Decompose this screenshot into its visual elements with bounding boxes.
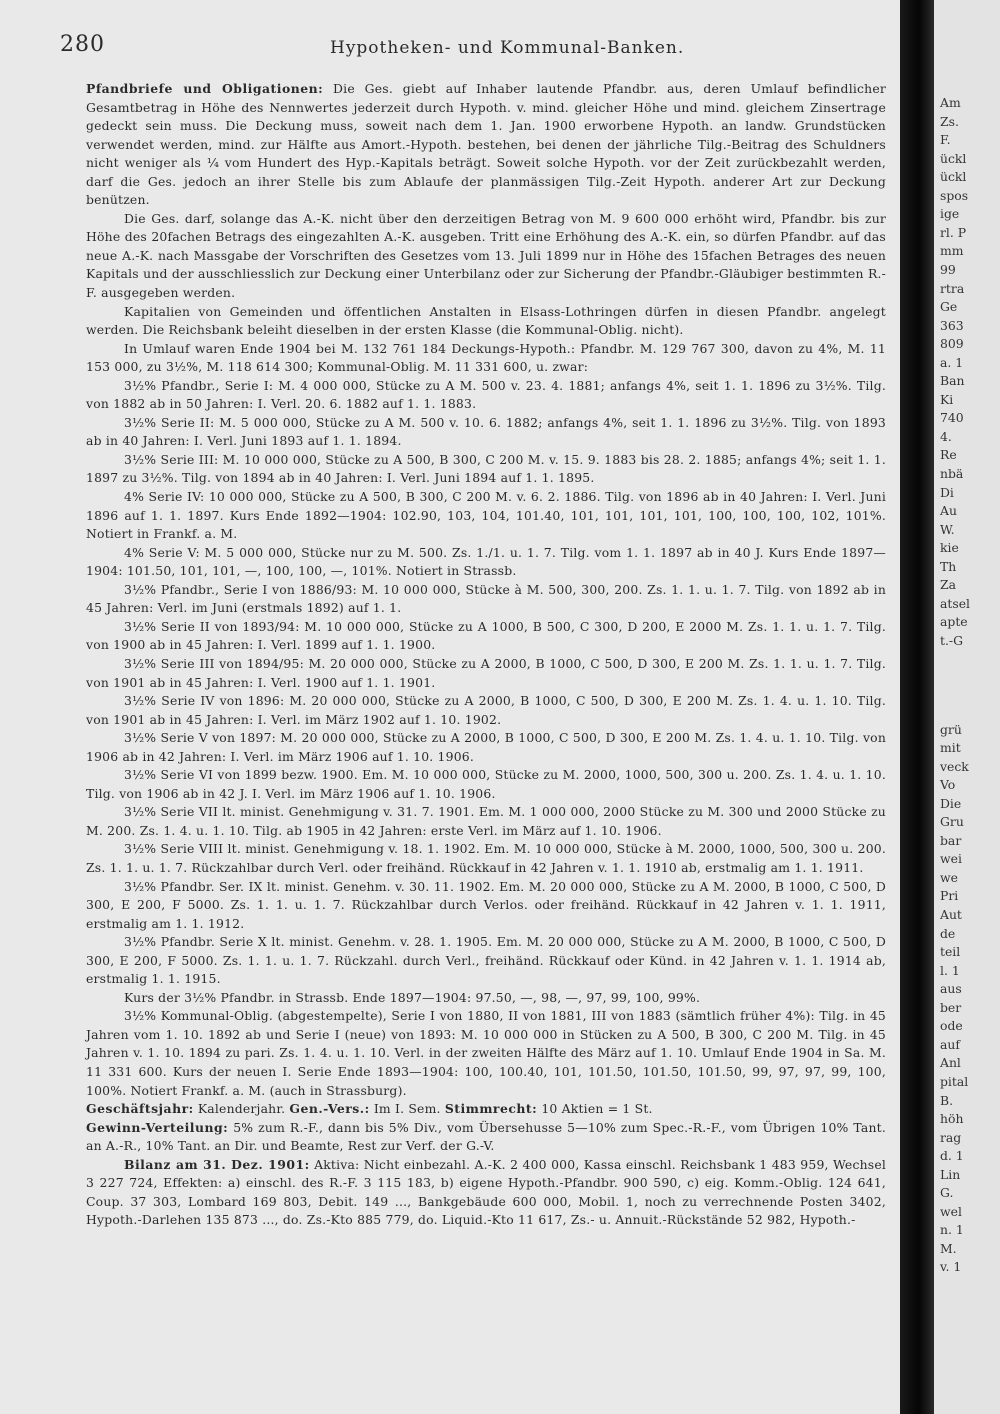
adjacent-page-fragment: Za — [940, 577, 956, 593]
adjacent-page-fragment: 363 — [940, 317, 964, 333]
adjacent-page-fragment: ber — [940, 999, 962, 1015]
adjacent-page-fragment: Ki — [940, 391, 954, 407]
adjacent-page-fragment: rtra — [940, 280, 965, 296]
adjacent-page-fragment: Ge — [940, 299, 958, 315]
paragraph: In Umlauf waren Ende 1904 bei M. 132 761 184 Deckungs-Hypoth.: Pfandbr. M. 129 767 300, davon zu 4%, M. 11 153 000, zu 3½%, M. 118 614 300; Kommunal-Oblig. M. 11 331 600, u. zwar: — [86, 340, 886, 375]
running-head: Hypotheken- und Kommunal-Banken. — [330, 38, 685, 58]
adjacent-page-fragment: veck — [940, 758, 969, 774]
adjacent-page-fragment: ückl — [940, 150, 967, 166]
adjacent-page-fragment: wei — [940, 851, 962, 867]
adjacent-page-fragment: Anl — [940, 1055, 961, 1071]
adjacent-page-fragment: 99 — [940, 261, 956, 277]
paragraph: 3½% Serie III von 1894/95: M. 20 000 000, Stücke zu A 2000, B 1000, C 500, D 300, E 200 M. Zs. 1. 1. u. 1. 7. Tilg. von 1901 ab in 45 Jahren: I. Verl. 1900 auf 1. 1. 1901. — [86, 655, 886, 690]
paragraph: 3½% Serie II von 1893/94: M. 10 000 000, Stücke zu A 1000, B 500, C 300, D 200, E 2000 M. Zs. 1. 1. u. 1. 7. Tilg. von 1900 ab in 45 Jahren: I. Verl. 1899 auf 1. 1. 1900. — [86, 618, 886, 653]
adjacent-page-fragment: Vo — [940, 777, 956, 793]
adjacent-page-fragment: 809 — [940, 336, 964, 352]
adjacent-page-fragment: Lin — [940, 1166, 961, 1182]
adjacent-page-edge — [934, 0, 1000, 1414]
gen-vers-label: Gen.-Vers.: — [289, 1101, 370, 1117]
bilanz-aktiva-label: Aktiva: — [314, 1156, 360, 1172]
paragraph: Die Ges. darf, solange das A.-K. nicht über den derzeitigen Betrag von M. 9 600 000 erhöht wird, Pfandbr. bis zur Höhe des 20fachen Betrags des eingezahlten A.-K. ausgeben. Tritt eine Erhöhung des A.-K. ein, so dürfen Pfandbr. auf das neue A.-K. nach Massgabe der Vorschriften des Gesetzes vom 13. Juli 1899 nur in Höhe des 15fachen Betrages des neuen Kapitals und der ausschliesslich zur Deckung einer Unterbilanz oder zur Sicherung der Pfandbr.-Gläubiger bestimmten R.-F. ausgegeben werden. — [86, 210, 886, 301]
paragraph: 3½% Serie III: M. 10 000 000, Stücke zu A 500, B 300, C 200 M. v. 15. 9. 1883 bis 28. 2. 1885; anfangs 4%; seit 1. 1. 1897 zu 3½%. Tilg. von 1894 ab in 40 Jahren: I. Verl. Juni 1894 auf 1. 1. 1895. — [86, 451, 886, 486]
adjacent-page-fragment: mit — [940, 740, 961, 756]
adjacent-page-fragment: Au — [940, 503, 957, 519]
adjacent-page-fragment: Am — [940, 95, 961, 110]
adjacent-page-fragment: Di — [940, 484, 954, 500]
adjacent-page-fragment: ode — [940, 1018, 963, 1034]
adjacent-page-fragment: wel — [940, 1203, 962, 1219]
adjacent-page-fragment: t.-G — [940, 632, 964, 648]
page-number: 280 — [60, 32, 105, 57]
adjacent-page-fragment: kie — [940, 540, 959, 556]
adjacent-page-fragment: teil — [940, 944, 961, 960]
adjacent-page-fragment: grü — [940, 721, 962, 737]
paragraph: Kurs der 3½% Pfandbr. in Strassb. Ende 1897—1904: 97.50, —, 98, —, 97, 99, 100, 99%. — [124, 989, 701, 1005]
adjacent-page-fragment: v. 1 — [940, 1259, 962, 1275]
adjacent-page-fragment: n. 1 — [940, 1222, 964, 1238]
paragraph: 3½% Kommunal-Oblig. (abgestempelte), Serie I von 1880, II von 1881, III von 1883 (sämtlich früher 4%): Tilg. in 45 Jahren vom 1. 10. 1892 ab und Serie I (neue) von 1893: M. 10 000 000 in Stücken zu A 500, B 300, C 200 M. Tilg. in 45 Jahren v. 1. 10. 1894 zu pari. Zs. 1. 4. u. 1. 10. Verl. in der zweiten Hälfte des März auf 1. 10. Umlauf Ende 1904 in Sa. M. 11 331 600. Kurs der neuen I. Serie Ende 1893—1904: 100, 100.40, 101, 101.50, 101.50, 101.50, 99, 97, 97, 99, 100, 100%. Notiert Frankf. a. M. (auch in Strassburg). — [86, 1008, 886, 1098]
adjacent-page-fragment: spos — [940, 187, 969, 203]
paragraph: 3½% Serie IV von 1896: M. 20 000 000, Stücke zu A 2000, B 1000, C 500, D 300, E 200 M. Zs. 1. 4. u. 1. 10. Tilg. von 1901 ab in 45 Jahren: I. Verl. im März 1902 auf 1. 10. 1902. — [86, 693, 886, 727]
adjacent-page-fragment: Gru — [940, 814, 964, 830]
paragraph: Kapitalien von Gemeinden und öffentlichen Anstalten in Elsass-Lothringen dürfen in diesen Pfandbr. angelegt werden. Die Reichsbank beleiht dieselben in der ersten Klasse (die Kommunal-Oblig. nicht). — [86, 303, 886, 338]
stimmrecht-label: Stimmrecht: — [444, 1101, 538, 1117]
adjacent-page-fragment: atsel — [940, 595, 971, 611]
adjacent-page-fragment: Ban — [940, 373, 965, 389]
paragraph: 3½% Serie II: M. 5 000 000, Stücke zu A M. 500 v. 10. 6. 1882; anfangs 4%, seit 1. 1. 1896 zu 3½%. Tilg. von 1893 ab in 40 Jahren: I. Verl. Juni 1893 auf 1. 1. 1894. — [86, 414, 886, 449]
adjacent-page-fragment: apte — [940, 614, 968, 630]
adjacent-page-fragment: mm — [940, 243, 964, 259]
adjacent-page-fragment: ückl — [940, 169, 967, 185]
adjacent-page-fragment: B. — [940, 1092, 954, 1108]
adjacent-page-fragment: we — [940, 869, 958, 885]
adjacent-page-fragment: l. 1 — [940, 962, 960, 978]
adjacent-page-fragment: d. 1 — [940, 1148, 964, 1164]
paragraph: 3½% Pfandbr., Serie I von 1886/93: M. 10 000 000, Stücke à M. 500, 300, 200. Zs. 1. 1. u. 1. 7. Tilg. von 1892 ab in 45 Jahren: Verl. im Juni (erstmals 1892) auf 1. 1. — [86, 581, 886, 616]
adjacent-page-fragment: aus — [940, 981, 962, 997]
adjacent-page-fragment: M. — [940, 1240, 957, 1256]
paragraph: 3½% Pfandbr. Serie X lt. minist. Genehm. v. 28. 1. 1905. Em. M. 20 000 000, Stücke zu A M. 2000, B 1000, C 500, D 300, E 200, F 5000. Zs. 1. 1. u. 1. 7. Rückzahl. durch Verl., freihänd. Rückkauf oder Künd. in 42 Jahren v. 1. 1. 1914 ab, erstmalig 1. 1. 1915. — [86, 934, 886, 987]
adjacent-page-fragment: Re — [940, 447, 957, 463]
paragraph: 4% Serie IV: 10 000 000, Stücke zu A 500, B 300, C 200 M. v. 6. 2. 1886. Tilg. von 1896 ab in 40 Jahren: I. Verl. Juni 1896 auf 1. 1. 1897. Kurs Ende 1892—1904: 102.90, 103, 104, 101.40, 101, 101, 101, 101, 100, 100, 100, 102, 101%. Notiert in Frankf. a. M. — [86, 489, 886, 542]
adjacent-page-fragment: rl. P — [940, 224, 967, 240]
paragraph: 4% Serie V: M. 5 000 000, Stücke nur zu M. 500. Zs. 1./1. u. 1. 7. Tilg. vom 1. 1. 1897 ab in 40 J. Kurs Ende 1897—1904: 101.50, 101, 101, —, 100, 100, —, 101%. Notiert in Strassb. — [86, 544, 886, 579]
adjacent-page-fragment: höh — [940, 1111, 964, 1127]
adjacent-page-fragment: F. — [940, 132, 951, 148]
adjacent-page-fragment: Die — [940, 795, 962, 811]
adjacent-page-fragment: a. 1 — [940, 354, 964, 370]
adjacent-page-fragment: auf — [940, 1036, 960, 1052]
adjacent-page-fragment: rag — [940, 1129, 962, 1145]
bilanz: Bilanz am 31. Dez. 1901: Aktiva: Nicht einbezahl. A.-K. 2 400 000, Kassa einschl. Reichsbank 1 483 959, Wechsel 3 227 724, Effekten: a) einschl. des R.-F. 3 115 183, b) eigene Hypoth.-Pfandbr. 900 590, c) eig. Komm.-Oblig. 124 641, Coup. 37 303, Lombard 169 803, Debit. 149 ..., Bankgebäude 600 000, Mobil. 1, noch zu verrechnende Posten 3402, Hypoth.-Darlehen 135 873 ..., do. Zs.-Kto 885 779, do. Liquid.-Kto 11 617, Zs.- u. Annuit.-Rückstände 52 982, Hypoth.- — [86, 1156, 887, 1228]
paragraph: 3½% Serie VII lt. minist. Genehmigung v. 31. 7. 1901. Em. M. 1 000 000, 2000 Stücke zu M. 300 und 2000 Stücke zu M. 200. Zs. 1. 4. u. 1. 10. Tilg. ab 1905 in 42 Jahren: erste Verl. im März auf 1. 10. 1906. — [86, 804, 886, 838]
paragraph-intro: Pfandbriefe und Obligationen: Die Ges. giebt auf Inhaber lautende Pfandbr. aus, deren Umlauf befindlicher Gesamtbetrag in Höhe des Nennwertes jederzeit durch Hypoth. v. mind. gleicher Höhe und mind. gleichem Zinsertrage gedeckt sein muss. Die Deckung muss, soweit nach dem 1. Jan. 1900 erworbene Hypoth. an landw. Grundstücken verwendet werden, mind. zur Hälfte aus Amort.-Hypoth. bestehen, bei denen der jährliche Tilg.-Beitrag des Schuldners nicht weniger als ¼ vom Hundert des Hyp.-Kapitals beträgt. Soweit solche Hypoth. vor der Zeit zurückbezahlt werden, darf die Ges. jedoch an ihrer Stelle bis zum Ablaufe der planmässigen Tilg.-Zeit Hypoth. anderer Art zur Deckung benützen. — [86, 81, 886, 208]
paragraph: 3½% Serie VI von 1899 bezw. 1900. Em. M. 10 000 000, Stücke zu M. 2000, 1000, 500, 300 u. 200. Zs. 1. 4. u. 1. 10. Tilg. von 1906 ab in 42 J. I. Verl. im März 1906 auf 1. 10. 1906. — [86, 767, 886, 801]
body-text — [86, 80, 886, 1230]
paragraph: 3½% Pfandbr. Ser. IX lt. minist. Genehm. v. 30. 11. 1902. Em. M. 20 000 000, Stücke zu A M. 2000, B 1000, C 500, D 300, E 200, F 5000. Zs. 1. 1. u. 1. 7. Rückzahlbar durch Verlos. oder freihänd. Rückkauf in 42 Jahren v. 1. 1. 1911, erstmalig am 1. 1. 1912. — [86, 878, 886, 931]
book-gutter — [900, 0, 934, 1414]
adjacent-page-fragment: G. — [940, 1185, 954, 1201]
adjacent-page-fragment: 740 — [940, 410, 964, 426]
paragraph: 3½% Serie V von 1897: M. 20 000 000, Stücke zu A 2000, B 1000, C 500, D 300, E 200 M. Zs. 1. 4. u. 1. 10. Tilg. von 1906 ab in 42 Jahren: I. Verl. im März 1906 auf 1. 10. 1906. — [86, 730, 886, 764]
adjacent-page-fragment: pital — [940, 1073, 969, 1089]
adjacent-page-fragment: Aut — [940, 907, 962, 922]
adjacent-page-fragment: de — [940, 925, 956, 941]
section-title: Pfandbriefe und Obligationen: — [86, 81, 324, 96]
gewinn-label: Gewinn-Verteilung: — [86, 1119, 229, 1135]
paragraph: 3½% Pfandbr., Serie I: M. 4 000 000, Stücke zu A M. 500 v. 23. 4. 1881; anfangs 4%, seit 1. 1. 1896 zu 3½%. Tilg. von 1882 ab in 50 Jahren: I. Verl. 20. 6. 1882 auf 1. 1. 1883. — [86, 377, 886, 412]
adjacent-page-fragment: W. — [940, 521, 955, 537]
paragraph: 3½% Serie VIII lt. minist. Genehmigung v. 18. 1. 1902. Em. M. 10 000 000, Stücke à M. 2000, 1000, 500, 300 u. 200. Zs. 1. 1. u. 1. 7. Rückzahlbar durch Verl. oder freihänd. Rückkauf in 42 Jahren v. 1. 1. 1910 ab, erstmalig am 1. 1. 1911. — [86, 841, 886, 875]
adjacent-page-fragment: Pri — [940, 888, 959, 904]
adjacent-page-fragment: 4. — [940, 428, 952, 444]
adjacent-page-fragment: Zs. — [940, 113, 959, 129]
bilanz-label: Bilanz am 31. Dez. 1901: — [124, 1156, 310, 1172]
gewinn-verteilung: Gewinn-Verteilung: 5% zum R.-F., dann bis 5% Div., vom Übersehusse 5—10% zum Spec.-R.-F., vom Übrigen 10% Tant. an A.-R., 10% Tant. an Dir. und Beamte, Rest zur Verf. der G.-V. — [86, 1119, 886, 1154]
geschaeftsjahr-label: Geschäftsjahr: — [86, 1101, 194, 1117]
adjacent-page-fragment: Th — [940, 558, 957, 574]
adjacent-page-fragment: bar — [940, 832, 962, 848]
adjacent-page-fragment: nbä — [940, 466, 964, 481]
company-meta: Geschäftsjahr: Kalenderjahr. Gen.-Vers.: Im I. Sem. Stimmrecht: 10 Aktien = 1 St. — [86, 1101, 653, 1117]
adjacent-page-fragment: ige — [940, 206, 960, 222]
